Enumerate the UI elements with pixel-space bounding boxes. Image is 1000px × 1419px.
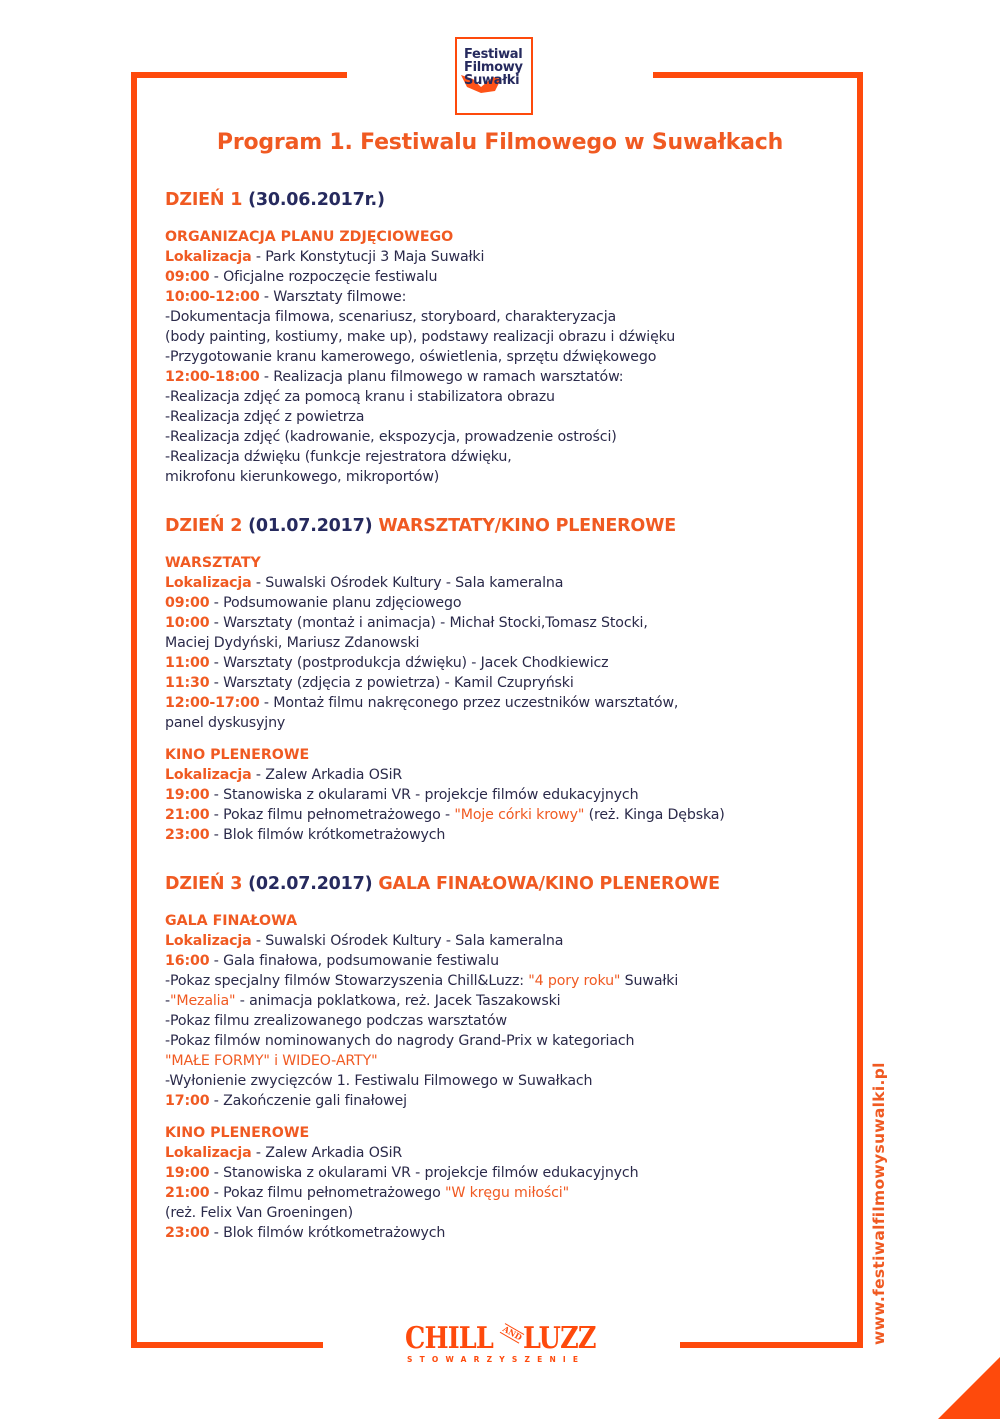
frame-top-left — [131, 72, 347, 78]
schedule-key: 10:00-12:00 — [165, 289, 260, 305]
film-title: "Moje córki krowy" — [454, 807, 585, 823]
schedule-text: -Wyłonienie zwycięzców 1. Festiwalu Filmowego w Suwałkach — [165, 1073, 593, 1089]
schedule-text: - Pokaz filmu pełnometrażowego — [209, 1185, 446, 1201]
schedule-line — [165, 825, 845, 845]
schedule-key: 19:00 — [165, 1165, 210, 1181]
schedule-text: mikrofonu kierunkowego, mikroportów) — [165, 469, 440, 485]
day-gap — [165, 845, 845, 871]
schedule-key: 19:00 — [165, 787, 210, 803]
film-title: "4 pory roku" — [528, 973, 621, 989]
schedule-line — [165, 613, 845, 633]
day-date: (01.07.2017) — [248, 516, 373, 536]
section-heading: KINO PLENEROWE — [165, 1125, 310, 1141]
schedule-line — [165, 407, 845, 427]
schedule-key: 12:00-17:00 — [165, 695, 260, 711]
schedule-text-after: - animacja poklatkowa, reż. Jacek Taszakowski — [235, 993, 561, 1009]
schedule-line — [165, 467, 845, 487]
frame-right — [857, 72, 863, 1348]
schedule-text: - Montaż filmu nakręconego przez uczestników warsztatów, — [259, 695, 679, 711]
section-heading: ORGANIZACJA PLANU ZDJĘCIOWEGO — [165, 229, 454, 245]
film-title: "W kręgu miłości" — [445, 1185, 569, 1201]
schedule-line — [165, 653, 845, 673]
schedule-key: Lokalizacja — [165, 575, 252, 591]
program-content — [165, 187, 845, 1243]
section-heading: KINO PLENEROWE — [165, 747, 310, 763]
schedule-line — [165, 387, 845, 407]
day-heading — [165, 871, 845, 897]
schedule-text: - Podsumowanie planu zdjęciowego — [209, 595, 462, 611]
schedule-text: -Pokaz filmów nominowanych do nagrody Grand-Prix w kategoriach — [165, 1033, 635, 1049]
day-gap — [165, 487, 845, 513]
schedule-text: - Blok filmów krótkometrażowych — [209, 827, 446, 843]
schedule-line — [165, 593, 845, 613]
schedule-text: - Pokaz filmu pełnometrażowego - — [209, 807, 455, 823]
schedule-line — [165, 785, 845, 805]
schedule-text: - Zalew Arkadia OSiR — [251, 767, 403, 783]
schedule-line — [165, 307, 845, 327]
logo-luzz: LUZZ — [523, 1321, 596, 1356]
schedule-text: -Pokaz specjalny filmów Stowarzyszenia Chill&Luzz: — [165, 973, 529, 989]
section-heading: GALA FINAŁOWA — [165, 913, 298, 929]
schedule-key: 21:00 — [165, 1185, 210, 1201]
schedule-text: - Realizacja planu filmowego w ramach warsztatów: — [259, 369, 624, 385]
schedule-key: Lokalizacja — [165, 933, 252, 949]
logo-line: Suwałki — [464, 73, 520, 88]
schedule-key: Lokalizacja — [165, 249, 252, 265]
schedule-line — [165, 1143, 845, 1163]
schedule-text: - Warsztaty (zdjęcia z powietrza) - Kamil Czupryński — [209, 675, 574, 691]
schedule-line — [165, 1011, 845, 1031]
schedule-text: -Realizacja dźwięku (funkcje rejestratora dźwięku, — [165, 449, 512, 465]
schedule-line — [165, 971, 845, 991]
schedule-text: -Realizacja zdjęć (kadrowanie, ekspozycja, prowadzenie ostrości) — [165, 429, 617, 445]
schedule-line — [165, 1091, 845, 1111]
schedule-line — [165, 805, 845, 825]
schedule-line — [165, 1071, 845, 1091]
schedule-key: 12:00-18:00 — [165, 369, 260, 385]
schedule-line — [165, 1051, 845, 1071]
schedule-text: - — [165, 993, 170, 1009]
schedule-text: - Gala finałowa, podsumowanie festiwalu — [209, 953, 499, 969]
schedule-text: - Warsztaty (postprodukcja dźwięku) - Jacek Chodkiewicz — [209, 655, 609, 671]
day-heading — [165, 187, 845, 213]
section-gap — [165, 1111, 845, 1123]
day-date: (30.06.2017r.) — [248, 190, 385, 210]
corner-triangle — [938, 1357, 1000, 1419]
schedule-line — [165, 633, 845, 653]
schedule-line — [165, 713, 845, 733]
schedule-key: 11:30 — [165, 675, 210, 691]
schedule-line — [165, 327, 845, 347]
schedule-text: - Warsztaty filmowe: — [259, 289, 407, 305]
schedule-text: -Realizacja zdjęć za pomocą kranu i stabilizatora obrazu — [165, 389, 555, 405]
schedule-text: -Dokumentacja filmowa, scenariusz, storyboard, charakteryzacja — [165, 309, 617, 325]
schedule-line — [165, 247, 845, 267]
schedule-line — [165, 1163, 845, 1183]
schedule-line — [165, 447, 845, 467]
frame-bottom-right — [680, 1342, 863, 1348]
schedule-line — [165, 267, 845, 287]
schedule-key: 11:00 — [165, 655, 210, 671]
day-label: DZIEŃ 1 — [165, 190, 243, 210]
schedule-key: 17:00 — [165, 1093, 210, 1109]
frame-left — [131, 72, 137, 1348]
schedule-line — [165, 693, 845, 713]
day-label: DZIEŃ 3 — [165, 874, 243, 894]
schedule-line — [165, 367, 845, 387]
schedule-text: - Blok filmów krótkometrażowych — [209, 1225, 446, 1241]
schedule-text-after: Suwałki — [620, 973, 679, 989]
schedule-text: - Suwalski Ośrodek Kultury - Sala kameralna — [251, 933, 564, 949]
schedule-text: - Warsztaty (montaż i animacja) - Michał Stocki,Tomasz Stocki, — [209, 615, 648, 631]
schedule-text: -Przygotowanie kranu kamerowego, oświetlenia, sprzętu dźwiękowego — [165, 349, 657, 365]
schedule-text: - Zalew Arkadia OSiR — [251, 1145, 403, 1161]
schedule-key: 10:00 — [165, 615, 210, 631]
section-heading: WARSZTATY — [165, 555, 261, 571]
schedule-line — [165, 573, 845, 593]
schedule-text: - Stanowiska z okularami VR - projekcje filmów edukacyjnych — [209, 787, 639, 803]
schedule-key: Lokalizacja — [165, 1145, 252, 1161]
day-date: (02.07.2017) — [248, 874, 373, 894]
schedule-line — [165, 1203, 845, 1223]
film-title: "Mezalia" — [169, 993, 236, 1009]
schedule-line — [165, 1223, 845, 1243]
day-heading — [165, 513, 845, 539]
frame-top-right — [653, 72, 863, 78]
schedule-text: -Pokaz filmu zrealizowanego podczas warsztatów — [165, 1013, 507, 1029]
schedule-text: - Suwalski Ośrodek Kultury - Sala kameralna — [251, 575, 564, 591]
schedule-line — [165, 931, 845, 951]
schedule-key: 21:00 — [165, 807, 210, 823]
schedule-line — [165, 427, 845, 447]
schedule-key: 23:00 — [165, 827, 210, 843]
schedule-line — [165, 673, 845, 693]
schedule-text: - Oficjalne rozpoczęcie festiwalu — [209, 269, 438, 285]
day-label: DZIEŃ 2 — [165, 516, 243, 536]
day-theme: GALA FINAŁOWA/KINO PLENEROWE — [378, 874, 720, 894]
schedule-text: -Realizacja zdjęć z powietrza — [165, 409, 365, 425]
day-theme: WARSZTATY/KINO PLENEROWE — [378, 516, 676, 536]
section-gap — [165, 733, 845, 745]
logo-line: Festiwal — [464, 47, 523, 62]
film-title: "MAŁE FORMY" i WIDEO-ARTY" — [165, 1053, 378, 1069]
logo-line: Filmowy — [464, 60, 523, 75]
festival-logo-text — [464, 48, 523, 87]
schedule-text: - Zakończenie gali finałowej — [209, 1093, 407, 1109]
schedule-line — [165, 1183, 845, 1203]
page-title: Program 1. Festiwalu Filmowego w Suwałkach — [216, 130, 784, 155]
chill-and-luzz-logo — [405, 1322, 595, 1368]
schedule-text: - Park Konstytucji 3 Maja Suwałki — [251, 249, 485, 265]
frame-bottom-left — [131, 1342, 323, 1348]
logo-chill: CHILL — [405, 1321, 493, 1356]
schedule-key: 23:00 — [165, 1225, 210, 1241]
schedule-line — [165, 765, 845, 785]
schedule-line — [165, 951, 845, 971]
website-url[interactable]: www.festiwalfilmowysuwalki.pl — [870, 1062, 888, 1345]
schedule-text-after: (reż. Kinga Dębska) — [584, 807, 725, 823]
schedule-line — [165, 347, 845, 367]
schedule-key: Lokalizacja — [165, 767, 252, 783]
festival-logo — [455, 37, 533, 115]
schedule-text: (body painting, kostiumy, make up), podstawy realizacji obrazu i dźwięku — [165, 329, 676, 345]
schedule-text: (reż. Felix Van Groeningen) — [165, 1205, 354, 1221]
logo-stowarzyszenie: STOWARZYSZENIE — [407, 1355, 586, 1364]
schedule-line — [165, 287, 845, 307]
schedule-key: 09:00 — [165, 595, 210, 611]
schedule-key: 16:00 — [165, 953, 210, 969]
schedule-key: 09:00 — [165, 269, 210, 285]
logo-and: AND — [501, 1323, 524, 1343]
schedule-line — [165, 991, 845, 1011]
schedule-text: - Stanowiska z okularami VR - projekcje filmów edukacyjnych — [209, 1165, 639, 1181]
schedule-text: Maciej Dydyński, Mariusz Zdanowski — [165, 635, 420, 651]
schedule-text: panel dyskusyjny — [165, 715, 286, 731]
schedule-line — [165, 1031, 845, 1051]
